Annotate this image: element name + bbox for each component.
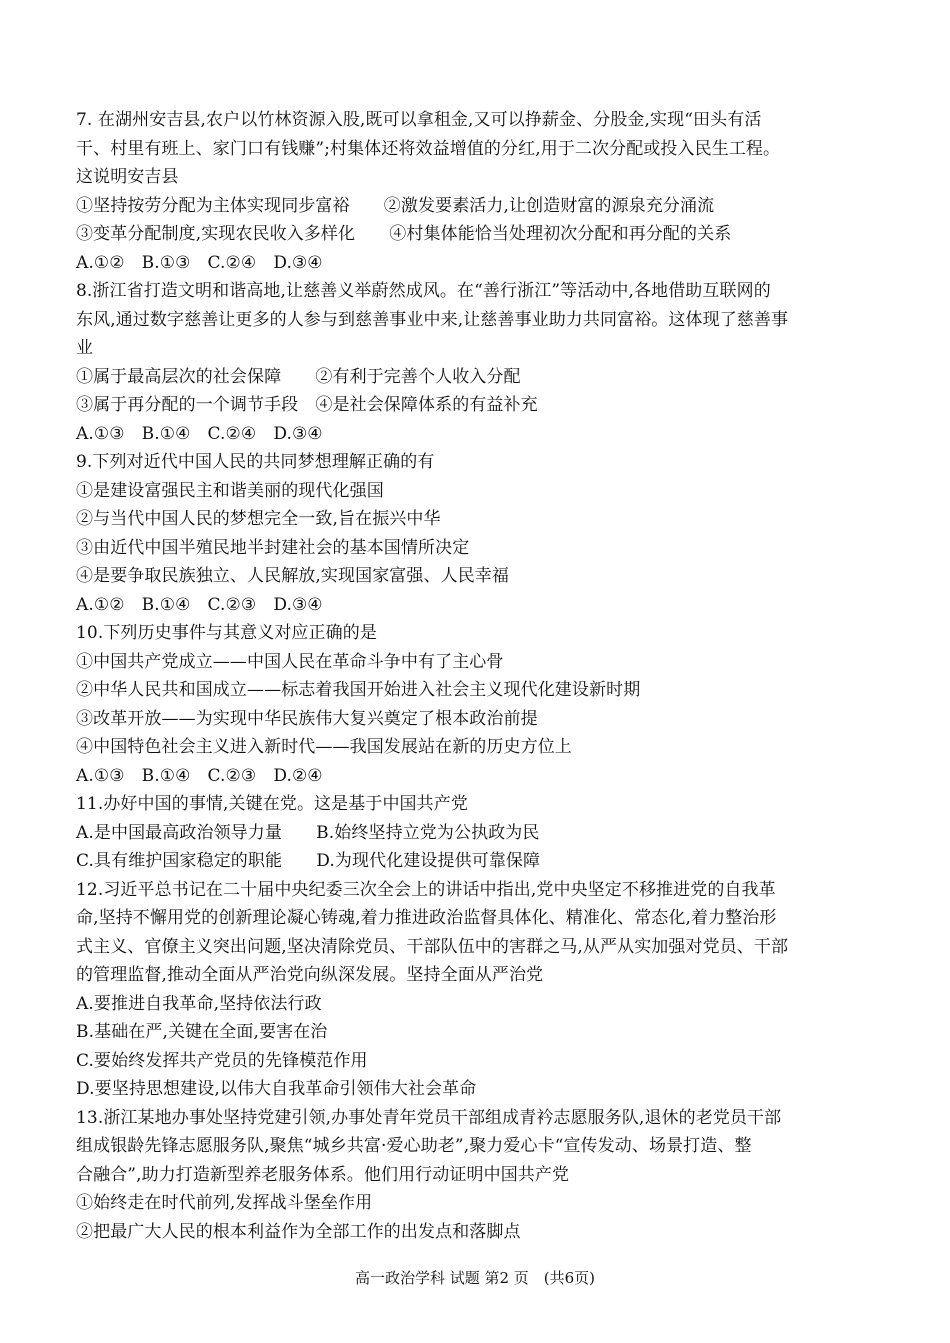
text-line: B.基础在严,关键在全面,要害在治 [76, 1022, 328, 1042]
text-line: A.①② B.①④ C.②③ D.③④ [76, 594, 323, 615]
text-line: ③由近代中国半殖民地半封建社会的基本国情所决定 [76, 537, 470, 558]
text-line: 组成银龄先锋志愿服务队,聚焦“城乡共富·爱心助老”,聚力爱心卡“宣传发动、场景打造、整 [76, 1136, 752, 1156]
text-line: 10.下列历史事件与其意义对应正确的是 [76, 623, 377, 643]
text-line: 命,坚持不懈用党的创新理论凝心铸魂,着力推进政治监督具体化、精准化、常态化,着力整治形 [76, 908, 777, 928]
text-line: A.①③ B.①④ C.②④ D.③④ [76, 423, 323, 444]
text-line: ③改革开放——为实现中华民族伟大复兴奠定了根本政治前提 [76, 708, 538, 729]
text-line: 干、村里有班上、家门口有钱赚”;村集体还将效益增值的分红,用于二次分配或投入民生工程。 [76, 138, 781, 159]
text-line: A.①② B.①③ C.②④ D.③④ [76, 252, 323, 273]
question-content [76, 106, 882, 1246]
text-line: 12.习近平总书记在二十届中央纪委三次全会上的讲话中指出,党中央坚定不移推进党的自我革 [76, 879, 776, 900]
text-line: 11.办好中国的事情,关键在党。这是基于中国共产党 [76, 794, 468, 814]
page-footer: 高一政治学科 试题 第2 页 (共6页) [354, 1269, 596, 1287]
text-line: 这说明安吉县 [76, 167, 179, 187]
text-line: 9.下列对近代中国人民的共同梦想理解正确的有 [76, 452, 435, 472]
text-line: C.具有维护国家稳定的职能 D.为现代化建设提供可靠保障 [76, 851, 541, 871]
text-line: ①属于最高层次的社会保障 ②有利于完善个人收入分配 [76, 366, 521, 387]
text-line: A.①③ B.①④ C.②③ D.②④ [76, 765, 323, 786]
text-line: ④中国特色社会主义进入新时代——我国发展站在新的历史方位上 [76, 737, 572, 757]
text-line: ②把最广大人民的根本利益作为全部工作的出发点和落脚点 [76, 1221, 521, 1242]
text-line: A.是中国最高政治领导力量 B.始终坚持立党为公执政为民 [76, 822, 540, 843]
text-line: ④是要争取民族独立、人民解放,实现国家富强、人民幸福 [76, 566, 510, 586]
text-line: 的管理监督,推动全面从严治党向纵深发展。坚持全面从严治党 [76, 965, 544, 985]
text-line: A.要推进自我革命,坚持依法行政 [76, 993, 322, 1014]
text-line: ①始终走在时代前列,发挥战斗堡垒作用 [76, 1193, 373, 1213]
text-line: 8.浙江省打造文明和谐高地,让慈善义举蔚然成风。在“善行浙江”等活动中,各地借助互联网的 [76, 281, 771, 301]
text-line: 合融合”,助力打造新型养老服务体系。他们用行动证明中国共产党 [76, 1164, 570, 1185]
text-line: ①坚持按劳分配为主体实现同步富裕 ②激发要素活力,让创造财富的源泉充分涌流 [76, 195, 715, 216]
text-line: ①中国共产党成立——中国人民在革命斗争中有了主心骨 [76, 651, 504, 672]
text-line: ③变革分配制度,实现农民收入多样化 ④村集体能恰当处理初次分配和再分配的关系 [76, 224, 732, 244]
text-line: 业 [76, 338, 94, 358]
text-line: 13.浙江某地办事处坚持党建引领,办事处青年党员干部组成青衿志愿服务队,退休的老党员干部 [76, 1107, 782, 1128]
text-line: ③属于再分配的一个调节手段 ④是社会保障体系的有益补充 [76, 395, 538, 415]
text-line: 东风,通过数字慈善让更多的人参与到慈善事业中来,让慈善事业助力共同富裕。这体现了慈善事 [76, 309, 789, 330]
text-line: ①是建设富强民主和谐美丽的现代化强国 [76, 480, 384, 501]
text-line: 式主义、官僚主义突出问题,坚决清除党员、干部队伍中的害群之马,从严从实加强对党员、干部 [76, 936, 789, 957]
text-line: D.要坚持思想建设,以伟大自我革命引领伟大社会革命 [76, 1079, 477, 1099]
text-line: 7. 在湖州安吉县,农户以竹林资源入股,既可以拿租金,又可以挣薪金、分股金,实现“田头有活 [76, 110, 762, 130]
text-line: C.要始终发挥共产党员的先锋模范作用 [76, 1050, 368, 1071]
text-line: ②中华人民共和国成立——标志着我国开始进入社会主义现代化建设新时期 [76, 680, 641, 700]
text-line: ②与当代中国人民的梦想完全一致,旨在振兴中华 [76, 509, 441, 529]
